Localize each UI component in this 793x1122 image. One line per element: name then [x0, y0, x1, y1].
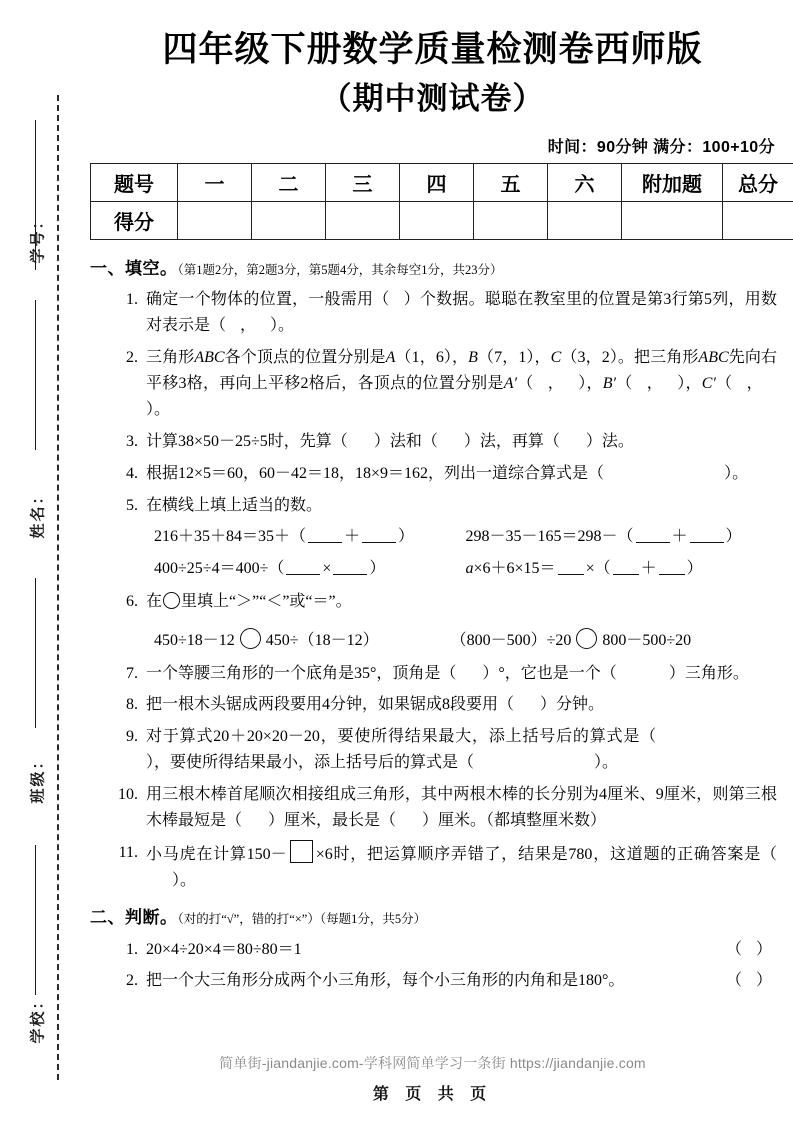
q5-eq1-right: ）	[398, 527, 415, 545]
question-number: 3.	[126, 432, 138, 450]
q4-ta: 根据12×5＝60，60－42＝18，18×9＝162，列出一道综合算式是（	[146, 464, 605, 482]
q5-eq1-blank-b[interactable]	[362, 526, 396, 542]
q2-t16: （	[616, 375, 633, 393]
score-cell-bonus[interactable]	[622, 201, 723, 239]
question-1-7	[90, 661, 777, 687]
q7-tc: ）三角形。	[668, 664, 749, 682]
q6-circle-icon	[163, 592, 180, 609]
q1-part-d: ）。	[270, 317, 295, 335]
q5-eq3-blank-b[interactable]	[333, 558, 367, 574]
q5-eq4-mid: ×（	[585, 559, 611, 577]
question-text	[146, 287, 777, 339]
q5-eq3-blank-a[interactable]	[286, 558, 320, 574]
question-number: 9.	[126, 728, 138, 746]
question-number: 2.	[126, 972, 138, 990]
q5-eq2-mid: ＋	[671, 527, 688, 545]
q2-t0: 三角形	[146, 349, 195, 367]
q6-comparison-row	[146, 627, 777, 655]
binding-strip	[0, 0, 72, 1122]
sidebar-label-name: 姓名：	[29, 487, 47, 539]
q5-eq2-left: 298－35－165＝298－（	[465, 527, 634, 545]
score-cell-6[interactable]	[548, 201, 622, 239]
answer-paren[interactable]: （ ）	[725, 940, 777, 958]
q5-lead: 在横线上填上适当的数。	[146, 496, 323, 514]
q3-td: ）法。	[585, 432, 634, 450]
section-1-note: （第1题2分，第2题3分，第5题4分，其余每空1分，共23分）	[177, 262, 503, 277]
q6-cmp1-answer-circle[interactable]	[240, 628, 261, 649]
score-table-col-4: 四	[400, 163, 474, 201]
q6-comparison-1	[154, 627, 379, 655]
question-text	[146, 692, 777, 718]
q2-label-a: A	[385, 349, 396, 367]
q2-t8: （3，2）。把三角形	[561, 349, 699, 367]
q4-tb: ）。	[724, 464, 749, 482]
q5-eq1-left: 216＋35＋84＝35＋（	[154, 527, 307, 545]
q5-eq-col-right-2	[466, 555, 778, 583]
score-cell-5[interactable]	[474, 201, 548, 239]
question-2-1	[90, 937, 777, 963]
q2-t2: 各个顶点的位置分别是	[224, 349, 386, 367]
q2-t14: ），	[577, 375, 603, 393]
question-number: 1.	[126, 940, 138, 958]
q6-lead-b: 里填上“＞”“＜”或“＝”。	[181, 592, 352, 610]
q1-part-a: 确定一个物体的位置，一般需用（	[146, 291, 390, 309]
sidebar-label-school: 学校：	[29, 992, 47, 1044]
side-rule-2	[35, 300, 36, 450]
q5-equation-4	[466, 555, 778, 583]
question-text	[146, 968, 777, 994]
q2-t12: （	[516, 375, 534, 393]
q7-ta: 一个等腰三角形的一个底角是35°，顶角是（	[146, 664, 457, 682]
q2-1-text: 20×4÷20×4＝80÷80＝1	[146, 940, 302, 958]
q6-cmp2-answer-circle[interactable]	[576, 628, 597, 649]
q5-eq4-var: a	[465, 559, 474, 577]
q6-cmp2-left: （800－500）÷20	[450, 631, 572, 649]
exam-meta-line: 时间：90分钟 满分：100+10分	[547, 138, 775, 156]
sidebar-label-student-number: 学号：	[29, 212, 47, 264]
score-table-rowhead-score: 得分	[91, 201, 178, 239]
q5-eq4-blank-b[interactable]	[613, 558, 639, 574]
q2-2-text: 把一个大三角形分成两个小三角形，每个小三角形的内角和是180°。	[146, 972, 625, 990]
q2-label-b-prime: B′	[602, 375, 616, 393]
table-row-scores	[91, 201, 793, 239]
q5-eq2-blank-b[interactable]	[690, 526, 724, 542]
sidebar-label-class: 班级：	[29, 752, 47, 804]
section-header-true-false	[90, 905, 777, 931]
q2-t6: （7，1），	[477, 349, 551, 367]
q2-t22: ）。	[146, 400, 171, 418]
question-1-5	[90, 493, 777, 583]
question-1-6	[90, 589, 777, 655]
q5-eq-col-left-2	[154, 555, 466, 583]
q3-tb: ）法和（	[373, 432, 438, 450]
q9-ta: 对于算式20＋20×20－20，要使所得结果最大，添上括号后的算式是（	[146, 728, 657, 746]
answer-paren[interactable]: （ ）	[725, 972, 777, 990]
question-1-8	[90, 692, 777, 718]
score-table-col-6: 六	[548, 163, 622, 201]
q2-t20: （	[715, 375, 733, 393]
q6-lead-a: 在	[146, 592, 163, 610]
q5-eq4-lead: ×6＋6×15＝	[473, 559, 556, 577]
q8-ta: 把一根木头锯成两段要用4分钟，如果锯成8段要用（	[146, 696, 515, 714]
question-text	[146, 589, 777, 655]
question-1-2	[90, 345, 777, 423]
score-cell-3[interactable]	[326, 201, 400, 239]
question-number: 11.	[118, 843, 138, 861]
exam-page	[72, 0, 793, 1122]
side-rule-4	[35, 845, 36, 995]
q5-equation-2	[466, 523, 778, 551]
q1-part-c: ，	[240, 317, 257, 335]
score-cell-1[interactable]	[178, 201, 252, 239]
q8-tb: ）分钟。	[540, 696, 605, 714]
score-table-rowhead-question: 题号	[91, 163, 178, 201]
section-2-note: （对的打“√”，错的打“×”）（每题1分，共5分）	[177, 911, 427, 926]
q2-t18: ），	[677, 375, 702, 393]
question-text	[146, 493, 777, 583]
q11-answer-box[interactable]	[290, 840, 313, 863]
question-text	[146, 840, 777, 894]
q7-tb: ）°，它也是一个（	[482, 664, 617, 682]
question-number: 5.	[126, 496, 138, 514]
q9-tb: ），要使所得结果最小，添上括号后的算式是（	[146, 754, 475, 772]
question-1-4	[90, 461, 777, 487]
q3-ta: 计算38×50－25÷5时，先算（	[146, 432, 348, 450]
binding-dashed-line	[57, 95, 59, 1080]
page-title-block	[72, 28, 793, 120]
q5-eq4-blank-c[interactable]	[659, 558, 685, 574]
page-title: 四年级下册数学质量检测卷西师版	[162, 30, 703, 69]
q9-tc: ）。	[594, 754, 619, 772]
q3-tc: ）法，再算（	[463, 432, 560, 450]
question-1-9	[90, 724, 777, 776]
q1-part-b: ）个数据。聪聪在教室里的位置是第3行第5列，用数对表示是（	[146, 291, 777, 335]
score-table-col-2: 二	[252, 163, 326, 201]
q5-eq3-left: 400÷25÷4＝400÷（	[154, 559, 285, 577]
q5-eq2-right: ）	[725, 527, 742, 545]
q5-equation-3	[154, 555, 466, 583]
q6-comparison-2	[451, 627, 692, 655]
page-subtitle: （期中测试卷）	[320, 80, 545, 116]
q6-cmp1-left: 450÷18－12	[154, 631, 235, 649]
score-table-col-bonus: 附加题	[622, 163, 723, 201]
footer-page-number: 第 页 共 页	[372, 1086, 493, 1103]
q2-t13: ，	[547, 375, 564, 393]
question-number: 7.	[126, 664, 138, 682]
q5-eq3-right: ）	[369, 559, 386, 577]
table-row-question-numbers	[91, 163, 793, 201]
q2-label-a-prime: A′	[503, 375, 517, 393]
question-number: 4.	[126, 464, 138, 482]
question-text	[146, 461, 777, 487]
side-rule-3	[35, 578, 36, 728]
question-number: 8.	[126, 696, 138, 714]
q2-t17: ，	[646, 375, 663, 393]
score-table-col-total: 总分	[723, 163, 793, 201]
q5-eq2-blank-a[interactable]	[636, 526, 670, 542]
q11-tb: ×6时，把运算顺序弄错了，结果是780，这道题的正确答案是（	[315, 845, 777, 863]
question-text	[146, 782, 777, 834]
question-1-11	[90, 840, 777, 894]
question-1-1	[90, 287, 777, 339]
q5-eq4-right: ＋	[640, 559, 657, 577]
question-1-10	[90, 782, 777, 834]
score-table	[90, 163, 793, 240]
question-text	[146, 345, 777, 423]
section-1-title: 一、填空。	[90, 258, 178, 278]
question-number: 1.	[126, 291, 138, 309]
q5-equation-grid-row2	[146, 555, 777, 583]
question-number: 10.	[118, 786, 138, 804]
q5-equation-1	[154, 523, 466, 551]
q5-eq4-tail: ）	[686, 559, 703, 577]
q5-eq1-mid: ＋	[344, 527, 361, 545]
exam-content	[90, 256, 777, 995]
q5-eq3-mid: ×	[322, 559, 332, 577]
question-text	[146, 429, 777, 455]
q10-tc: ）厘米。（都填整厘米数）	[422, 812, 607, 830]
question-text	[146, 937, 777, 963]
page-footer	[72, 1053, 793, 1104]
q2-label-c-prime: C′	[701, 375, 716, 393]
q2-t10: 先向右平移3格，再向上平移2格后，各顶点的位置分别是	[146, 349, 777, 393]
q2-label-abc: ABC	[194, 349, 225, 367]
q6-cmp1-right: 450÷（18－12）	[265, 631, 379, 649]
question-text	[146, 661, 777, 687]
section-header-fill-in-blank	[90, 256, 777, 282]
question-number: 2.	[126, 349, 138, 367]
q5-eq4-blank-a[interactable]	[558, 558, 584, 574]
q2-t21: ，	[746, 375, 763, 393]
section-2-title: 二、判断。	[90, 907, 178, 927]
q5-eq1-blank-a[interactable]	[308, 526, 342, 542]
q11-ta: 小马虎在计算150－	[146, 845, 287, 863]
question-1-3	[90, 429, 777, 455]
score-table-col-3: 三	[326, 163, 400, 201]
question-2-2	[90, 968, 777, 994]
score-table-col-5: 五	[474, 163, 548, 201]
q2-label-b: B	[468, 349, 478, 367]
score-cell-total[interactable]	[723, 201, 793, 239]
q2-label-abc2: ABC	[698, 349, 729, 367]
question-text	[146, 724, 777, 776]
q10-ta: 用三根木棒首尾顺次相接组成三角形，其中两根木棒的长分别为4厘米、9厘米，则第三根木棒最短是（	[146, 786, 777, 830]
q5-eq-col-right-1	[466, 523, 778, 551]
question-number: 6.	[126, 592, 138, 610]
score-cell-2[interactable]	[252, 201, 326, 239]
q10-tb: ）厘米，最长是（	[268, 812, 397, 830]
q5-equation-grid-row1	[146, 523, 777, 551]
q2-t4: （1，6），	[395, 349, 469, 367]
q11-tc: ）。	[172, 871, 197, 889]
q5-eq-col-left-1	[154, 523, 466, 551]
footer-source-text: 简单街-jiandanjie.com-学科网简单学习一条街 https://jiandanjie.com	[219, 1055, 646, 1071]
score-table-wrap	[90, 163, 777, 240]
q2-label-c: C	[550, 349, 562, 367]
score-table-col-1: 一	[178, 163, 252, 201]
q6-cmp2-right: 800－500÷20	[602, 631, 692, 649]
score-cell-4[interactable]	[400, 201, 474, 239]
